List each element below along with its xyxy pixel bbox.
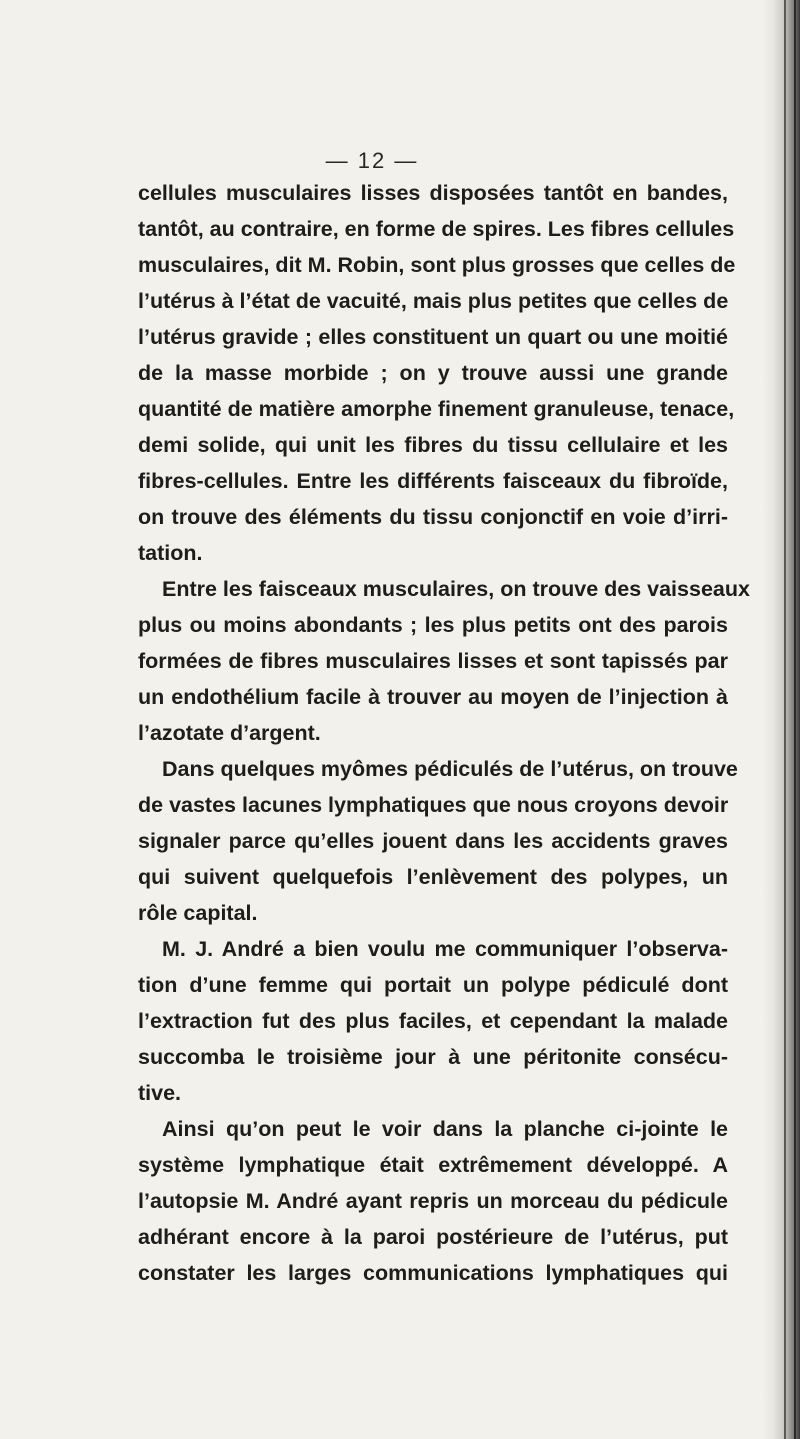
text-line: signaler parce qu’elles jouent dans les accidents graves [138, 829, 728, 853]
text-line: demi solide, qui unit les fibres du tissu cellulaire et les [138, 433, 728, 457]
text-line: cellules musculaires lisses disposées tantôt en bandes, [138, 181, 728, 205]
text-line: tion d’une femme qui portait un polype pédiculé dont [138, 973, 728, 997]
paragraph-start: Dans quelques myômes pédiculés de l’utérus, on trouve [162, 757, 738, 781]
text-line: système lymphatique était extrêmement développé. A [138, 1153, 728, 1177]
text-line: de la masse morbide ; on y trouve aussi une grande [138, 361, 728, 385]
paragraph-start: M. J. André a bien voulu me communiquer l’observa- [162, 937, 728, 961]
text-line: plus ou moins abondants ; les plus petits ont des parois [138, 613, 728, 637]
text-line: tantôt, au contraire, en forme de spires. Les fibres cellules [138, 217, 735, 241]
binding-line [784, 0, 786, 1439]
text-line: qui suivent quelquefois l’enlèvement des polypes, un [138, 865, 728, 889]
text-line: l’extraction fut des plus faciles, et cependant la malade [138, 1009, 728, 1033]
text-line: l’utérus à l’état de vacuité, mais plus petites que celles de [138, 289, 729, 313]
text-line: l’autopsie M. André ayant repris un morceau du pédicule [138, 1189, 728, 1213]
text-line: tation. [138, 541, 203, 565]
text-line: un endothélium facile à trouver au moyen de l’injection à [138, 685, 728, 709]
text-line: constater les larges communications lymphatiques qui [138, 1261, 728, 1285]
binding-line [794, 0, 796, 1439]
text-line: musculaires, dit M. Robin, sont plus grosses que celles de [138, 253, 736, 277]
paragraph-start: Ainsi qu’on peut le voir dans la planche ci-jointe le [162, 1117, 728, 1141]
text-line: succomba le troisième jour à une péritonite consécu- [138, 1045, 728, 1069]
text-line: rôle capital. [138, 901, 258, 925]
text-line: adhérant encore à la paroi postérieure de l’utérus, put [138, 1225, 728, 1249]
paragraph-start: Entre les faisceaux musculaires, on trouve des vaisseaux [162, 577, 750, 601]
text-line: tive. [138, 1081, 182, 1105]
text-line: l’azotate d’argent. [138, 721, 321, 745]
text-line: quantité de matière amorphe finement granuleuse, tenace, [138, 397, 735, 421]
page-number: — 12 — [325, 148, 419, 173]
text-line: fibres-cellules. Entre les différents faisceaux du fibroïde, [138, 469, 728, 493]
text-line: formées de fibres musculaires lisses et sont tapissés par [138, 649, 728, 673]
text-line: l’utérus gravide ; elles constituent un quart ou une moitié [138, 325, 728, 349]
text-line: on trouve des éléments du tissu conjonctif en voie d’irri- [138, 505, 728, 529]
text-line: de vastes lacunes lymphatiques que nous croyons devoir [138, 793, 729, 817]
